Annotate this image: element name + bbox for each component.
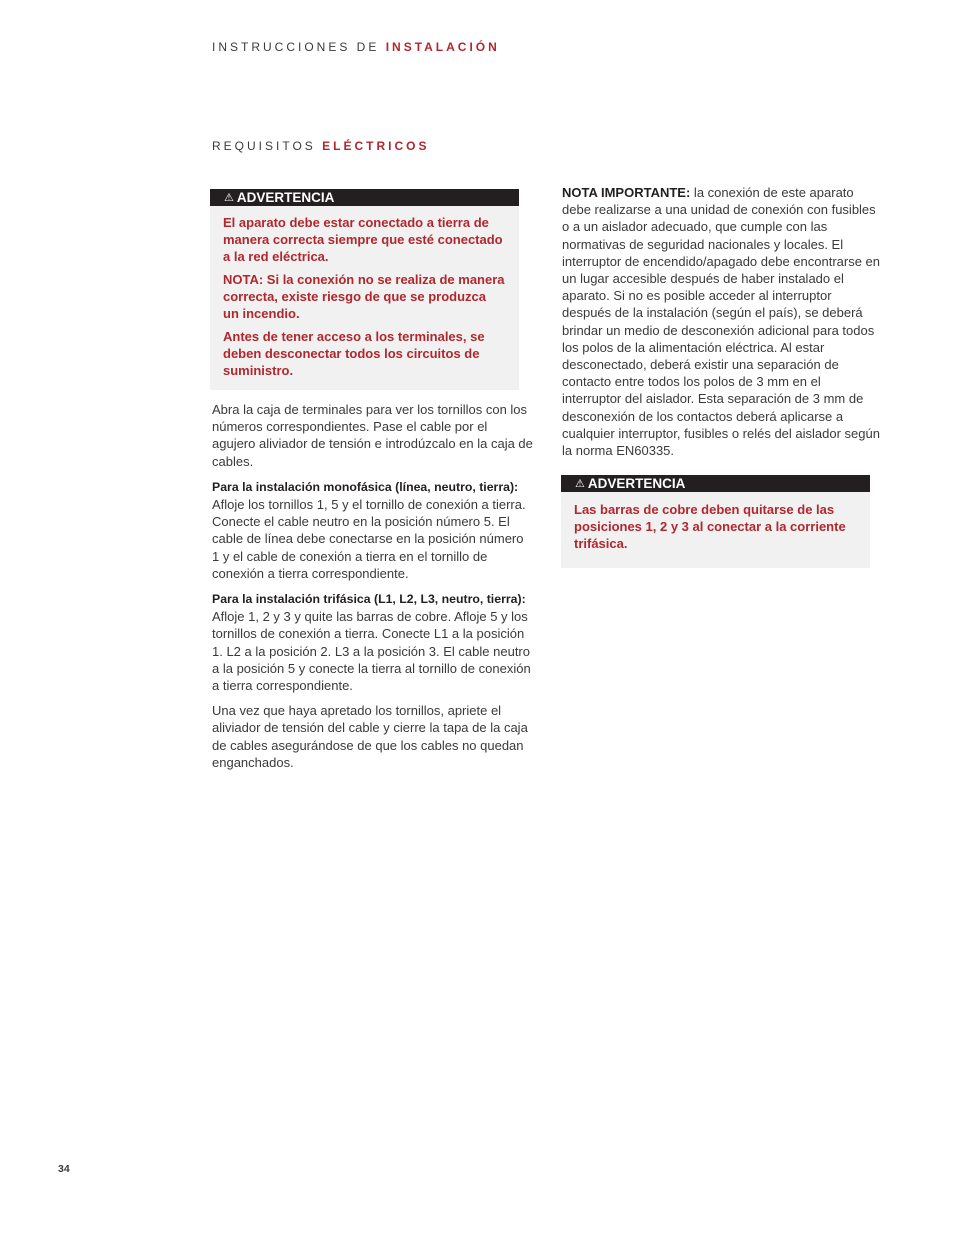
right-column bbox=[562, 184, 882, 467]
note-text: la conexión de este aparato debe realizarse a una unidad de conexión con fusibles o a un aislador adecuado, que cumple con las normativas de seguridad nacionales y locales. El interruptor de encendido/apagado debe encontrarse en un lugar accesible después de haber instalado el aparato. Si no es posible acceder al interruptor después de la instalación (según el país), se deberá brindar un medio de desconexión adicional para todos los polos de la alimentación eléctrica. Al estar desconectado, deberá existir una separación de contacto entre todos los polos de 3 mm en el interruptor del aislador. Esta separación de 3 mm de desconexión de los contactos deberá aplicarse a cualquier interruptor, fusibles o relés del aislador según la norma EN60335. bbox=[562, 185, 881, 459]
section-title bbox=[212, 139, 429, 153]
warning-paragraph: Antes de tener acceso a los terminales, se deben desconectar todos los circuitos de suministro. bbox=[223, 329, 485, 378]
mono-paragraph bbox=[212, 478, 534, 582]
warning-paragraph: Las barras de cobre deben quitarse de las posiciones 1, 2 y 3 al conectar a la corriente trifásica. bbox=[574, 502, 846, 551]
intro-paragraph: Abra la caja de terminales para ver los tornillos con los números correspondientes. Pase el cable por el agujero aliviador de tensión e introdúzcalo en la caja de cables. bbox=[212, 402, 533, 469]
warning-box-copper-bars bbox=[561, 475, 870, 568]
warning-paragraph: NOTA: Si la conexión no se realiza de manera correcta, existe riesgo de que se produzca un incendio. bbox=[223, 272, 505, 321]
page-number: 34 bbox=[58, 1163, 70, 1175]
warning-triangle-icon: ⚠ bbox=[575, 478, 585, 490]
page-header bbox=[212, 40, 500, 54]
closing-paragraph: Una vez que haya apretado los tornillos, apriete el aliviador de tensión del cable y cierre la tapa de la caja de cables asegurándose de que los cables no quedan enganchados. bbox=[212, 703, 528, 770]
header-emphasis: INSTALACIÓN bbox=[385, 40, 500, 54]
tri-paragraph bbox=[212, 590, 534, 694]
tri-heading: Para la instalación trifásica (L1, L2, L3, neutro, tierra): bbox=[212, 592, 526, 607]
header-prefix: INSTRUCCIONES DE bbox=[212, 40, 380, 54]
warning-body bbox=[210, 206, 519, 391]
note-heading: NOTA IMPORTANTE: bbox=[562, 185, 691, 200]
warning-triangle-icon: ⚠ bbox=[224, 192, 234, 204]
mono-text: Afloje los tornillos 1, 5 y el tornillo de conexión a tierra. Conecte el cable neutro en la posición número 5. El cable de línea debe conectarse en la posición número 1 y el cable de conexión a tierra en el tornillo de conexión a tierra correspondiente. bbox=[212, 497, 526, 581]
tri-text: Afloje 1, 2 y 3 y quite las barras de cobre. Afloje 5 y los tornillos de conexión a tierra. Conecte L1 a la posición 1. L2 a la posición 2. L3 a la posición 3. El cable neutro a la posición 5 y conecte la tierra al tornillo de conexión a tierra correspondiente. bbox=[212, 609, 531, 694]
mono-heading: Para la instalación monofásica (línea, neutro, tierra): bbox=[212, 479, 519, 494]
left-column bbox=[212, 401, 534, 779]
section-prefix: REQUISITOS bbox=[212, 139, 316, 153]
important-note bbox=[562, 184, 882, 459]
warning-label: ADVERTENCIA bbox=[236, 190, 335, 205]
warning-body bbox=[561, 492, 870, 564]
warning-box-grounding bbox=[210, 189, 519, 390]
warning-header bbox=[210, 189, 519, 206]
section-emphasis: ELÉCTRICOS bbox=[322, 139, 430, 153]
warning-header bbox=[561, 475, 870, 492]
warning-paragraph: El aparato debe estar conectado a tierra de manera correcta siempre que esté conectado a la red eléctrica. bbox=[223, 215, 503, 264]
warning-label: ADVERTENCIA bbox=[587, 476, 686, 491]
